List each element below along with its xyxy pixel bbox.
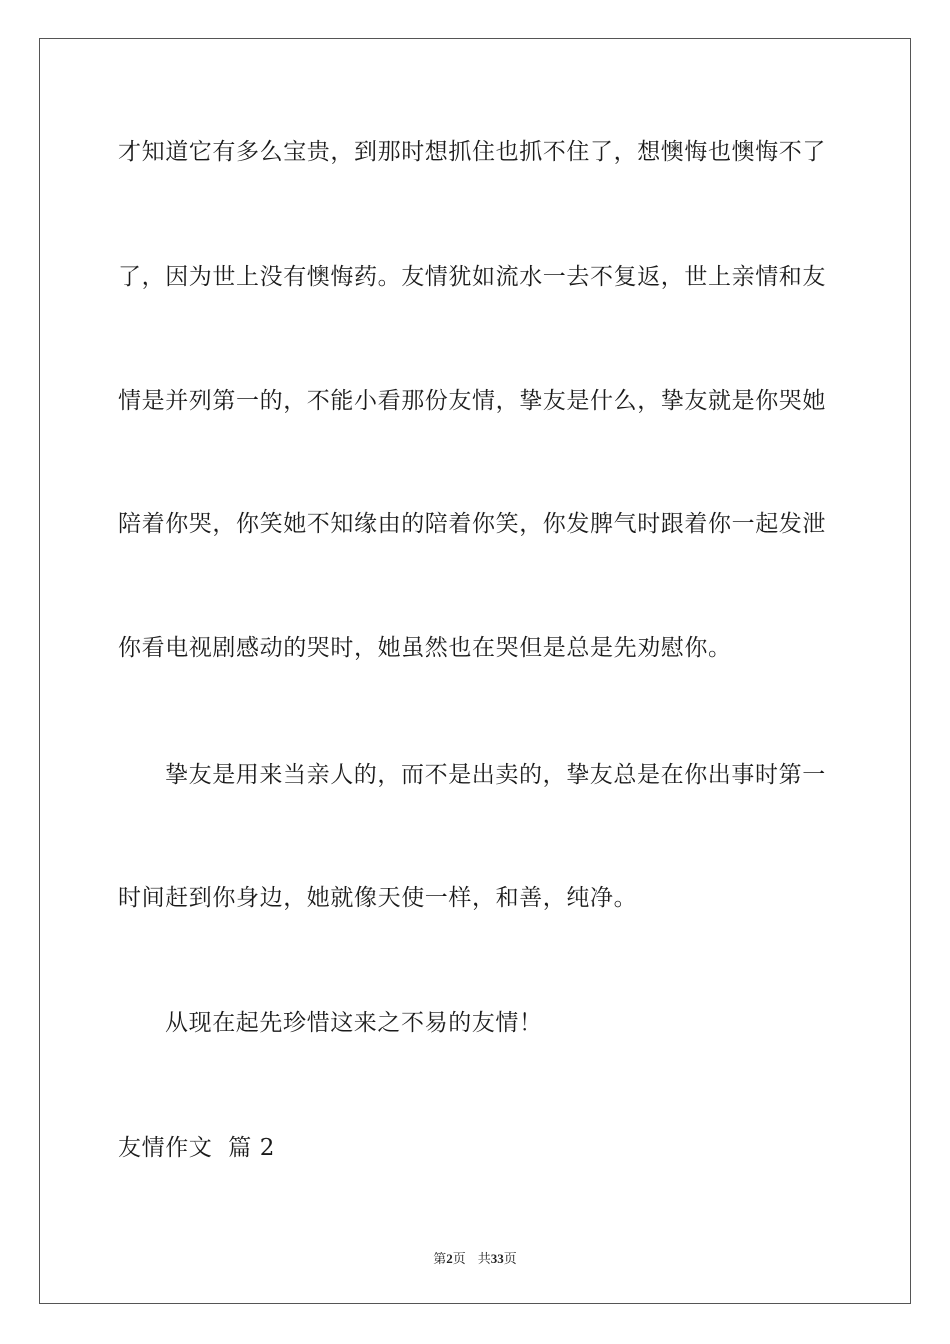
footer-total-pages: 33 (490, 1251, 504, 1266)
footer-total-prefix: 共 (477, 1251, 491, 1266)
page-frame (39, 38, 911, 1304)
body-line-3: 情是并列第一的，不能小看那份友情，挚友是什么，挚友就是你哭她 (118, 388, 826, 414)
paragraph-indented-line-2: 从现在起先珍惜这来之不易的友情！ (165, 1010, 543, 1036)
footer-page-suffix: 页 (452, 1251, 466, 1266)
body-line-5: 你看电视剧感动的哭时，她虽然也在哭但是总是先劝慰你。 (118, 635, 732, 661)
body-line-4: 陪着你哭，你笑她不知缘由的陪着你笑，你发脾气时跟着你一起发泄 (118, 511, 826, 537)
body-line-2: 了，因为世上没有懊悔药。友情犹如流水一去不复返，世上亲情和友 (118, 264, 826, 290)
footer-page-prefix: 第 (433, 1251, 447, 1266)
footer-page-number: 2 (446, 1251, 453, 1266)
section-heading: 友情作文 篇 2 (118, 1135, 275, 1161)
footer-total-suffix: 页 (503, 1251, 517, 1266)
body-line-7: 时间赶到你身边，她就像天使一样，和善，纯净。 (118, 885, 638, 911)
paragraph-indented-line-1: 挚友是用来当亲人的，而不是出卖的，挚友总是在你出事时第一 (165, 762, 826, 788)
page-footer (0, 1248, 950, 1267)
body-line-1: 才知道它有多么宝贵，到那时想抓住也抓不住了，想懊悔也懊悔不了 (118, 139, 826, 165)
